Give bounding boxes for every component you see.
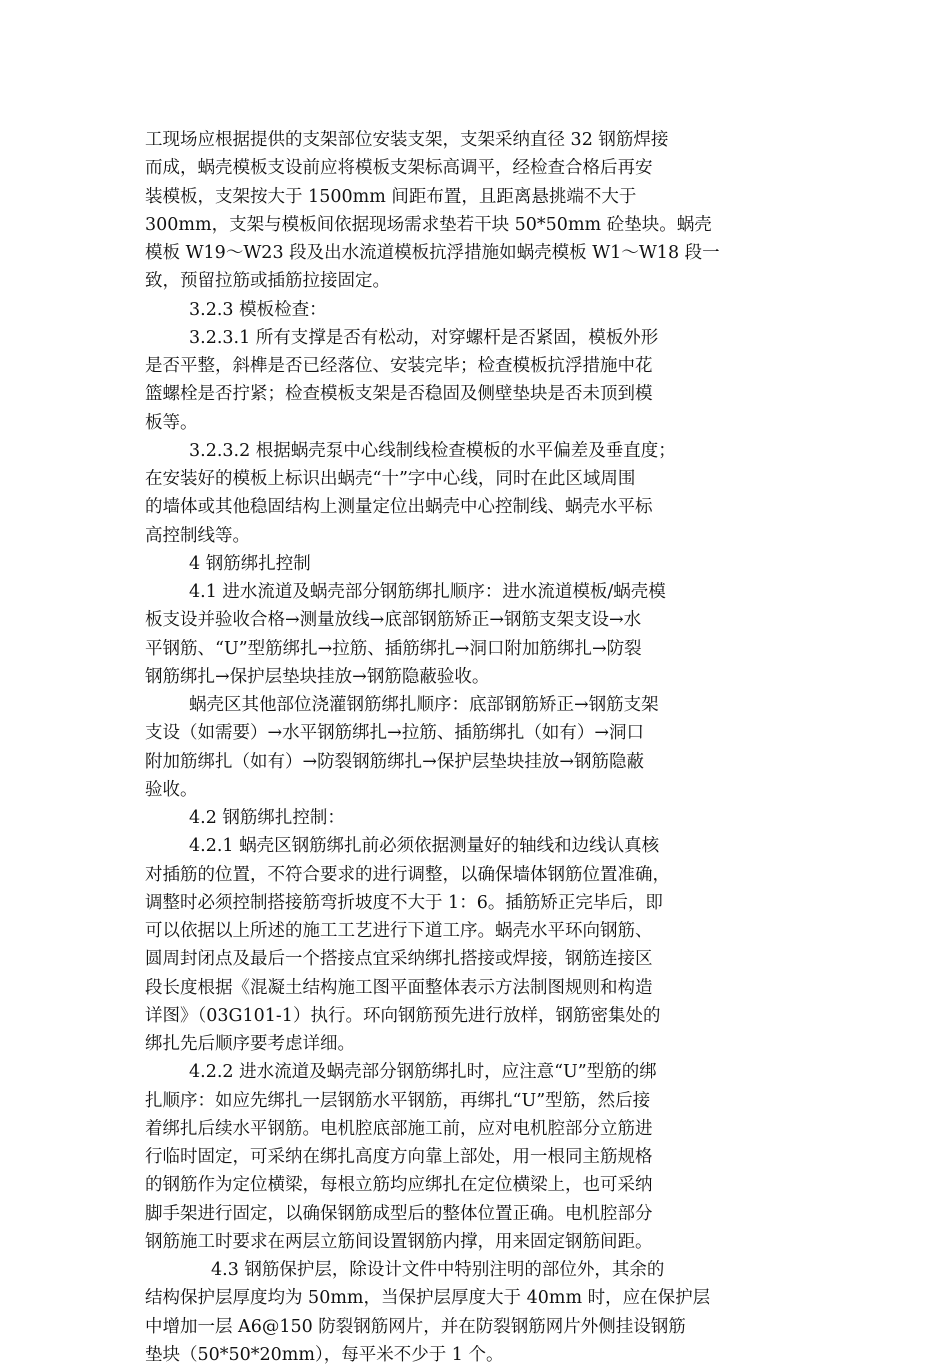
text-line: 附加筋绑扎（如有）→防裂钢筋绑扎→保护层垫块挂放→钢筋隐蔽 [145,751,644,772]
text-line: 着绑扎后续水平钢筋。电机腔底部施工前，应对电机腔部分立筋进 [145,1118,653,1139]
text-line: 是否平整，斜榫是否已经落位、安装完毕；检查模板抗浮措施中花 [145,356,653,376]
text-line: 可以依据以上所述的施工工艺进行下道工序。蜗壳水平环向钢筋、 [145,921,653,941]
text-line: 的墙体或其他稳固结构上测量定位出蜗壳中心控制线、蜗壳水平标 [145,497,653,518]
text-line: 4.1 进水流道及蜗壳部分钢筋绑扎顺序：进水流道模板/蜗壳模 [189,582,666,602]
text-line: 4.2.1 蜗壳区钢筋绑扎前必须依据测量好的轴线和边线认真核 [189,836,660,857]
text-line: 4 钢筋绑扎控制 [189,553,311,574]
text-line: 高控制线等。 [145,525,250,546]
text-line: 调整时必须控制搭接筋弯折坡度不大于 1：6。插筋矫正完毕后，即 [145,892,663,913]
text-line: 模板 W19～W23 段及出水流道模板抗浮措施如蜗壳模板 W1～W18 段一 [145,243,720,263]
text-line: 在安装好的模板上标识出蜗壳“十”字中心线，同时在此区域周围 [145,469,636,489]
text-line: 钢筋施工时要求在两层立筋间设置钢筋内撑，用来固定钢筋间距。 [145,1231,653,1252]
text-line: 4.2.2 进水流道及蜗壳部分钢筋绑扎时，应注意“U”型筋的绑 [189,1062,657,1083]
text-line: 中增加一层 A6@150 防裂钢筋网片，并在防裂钢筋网片外侧挂设钢筋 [145,1316,686,1337]
text-line: 结构保护层厚度均为 50mm，当保护层厚度大于 40mm 时，应在保护层 [145,1288,711,1309]
text-line: 脚手架进行固定，以确保钢筋成型后的整体位置正确。电机腔部分 [145,1203,653,1224]
text-line: 垫块（50*50*20mm），每平米不少于 1 个。 [145,1344,504,1365]
text-line: 对插筋的位置，不符合要求的进行调整，以确保墙体钢筋位置准确， [145,864,670,885]
text-line: 平钢筋、“U”型筋绑扎→拉筋、插筋绑扎→洞口附加筋绑扎→防裂 [145,638,642,659]
document-page [145,126,809,1369]
text-line: 4.3 钢筋保护层，除设计文件中特别注明的部位外，其余的 [211,1260,665,1280]
text-line: 致，预留拉筋或插筋拉接固定。 [145,271,390,292]
text-line: 3.2.3.1 所有支撑是否有松动，对穿螺杆是否紧固，模板外形 [189,327,659,348]
text-line: 圆周封闭点及最后一个搭接点宜采纳绑扎搭接或焊接，钢筋连接区 [145,949,653,970]
text-line: 300mm，支架与模板间依据现场需求垫若干块 50*50mm 砼垫块。蜗壳 [145,214,712,235]
text-line: 板支设并验收合格→测量放线→底部钢筋矫正→钢筋支架支设→水 [145,610,642,631]
text-line: 段长度根据《混凝土结构施工图平面整体表示方法制图规则和构造 [145,977,653,998]
text-line: 而成，蜗壳模板支设前应将模板支架标高调平，经检查合格后再安 [145,158,653,179]
text-line: 行临时固定，可采纳在绑扎高度方向靠上部处，用一根同主筋规格 [145,1147,653,1167]
text-line: 详图》（03G101-1）执行。环向钢筋预先进行放样，钢筋密集处的 [145,1005,661,1026]
text-line: 的钢筋作为定位横梁，每根立筋均应绑扎在定位横梁上，也可采纳 [145,1175,653,1196]
text-line: 验收。 [145,779,198,800]
text-line: 绑扎先后顺序要考虑详细。 [145,1034,355,1054]
text-line: 3.2.3 模板检查： [189,299,327,320]
text-line: 装模板，支架按大于 1500mm 间距布置，且距离悬挑端不大于 [145,186,637,207]
text-line: 蜗壳区其他部位浇灌钢筋绑扎顺序：底部钢筋矫正→钢筋支架 [189,695,659,715]
text-line: 篮螺栓是否拧紧；检查模板支架是否稳固及侧壁垫块是否未顶到模 [145,384,653,405]
text-line: 扎顺序：如应先绑扎一层钢筋水平钢筋，再绑扎“U”型筋，然后接 [145,1090,651,1111]
text-line: 支设（如需要）→水平钢筋绑扎→拉筋、插筋绑扎（如有）→洞口 [145,723,644,744]
text-line: 4.2 钢筋绑扎控制： [189,808,345,828]
text-line: 板等。 [145,412,198,433]
text-line: 工现场应根据提供的支架部位安装支架，支架采纳直径 32 钢筋焊接 [145,130,669,150]
text-line: 钢筋绑扎→保护层垫块挂放→钢筋隐蔽验收。 [145,666,490,687]
text-line: 3.2.3.2 根据蜗壳泵中心线制线检查模板的水平偏差及垂直度； [189,440,676,461]
